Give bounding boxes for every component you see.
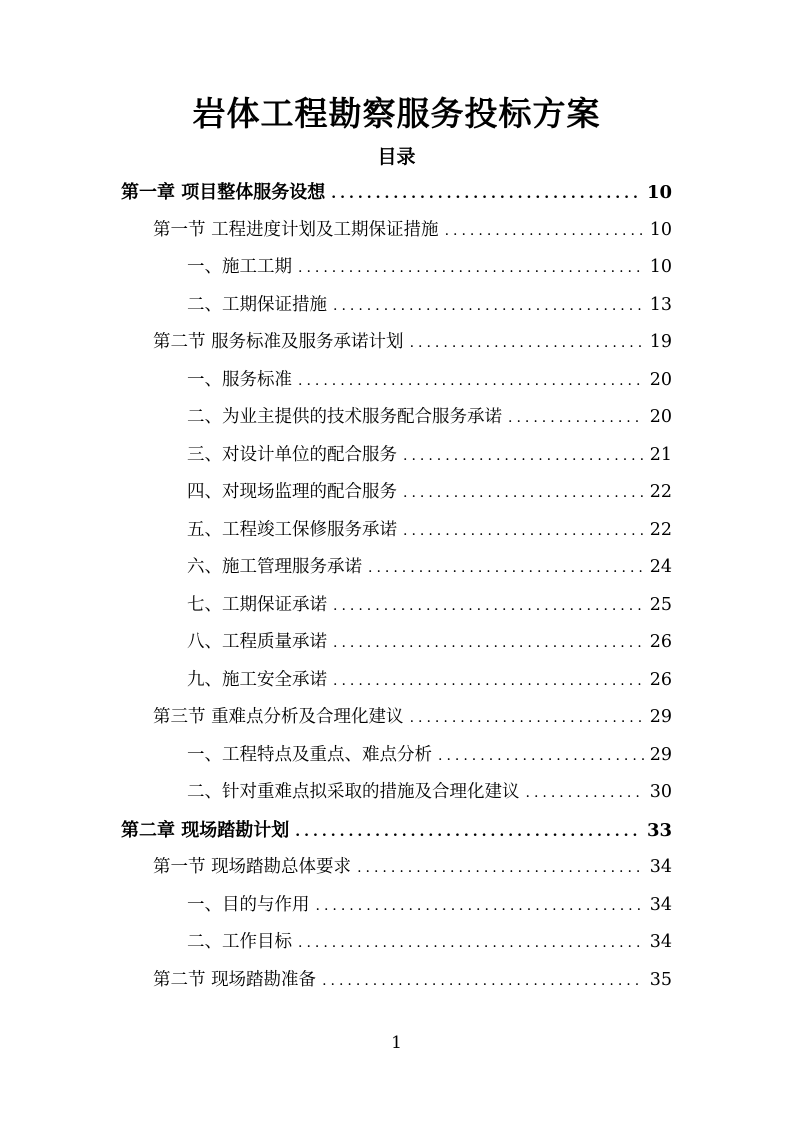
toc-dot-leader: [438, 738, 644, 776]
toc-entry-page: 30: [649, 782, 672, 802]
toc-entry-title: 二、工期保证措施: [187, 294, 327, 315]
toc-entry[interactable]: [0, 662, 793, 700]
toc-dot-leader: [410, 700, 644, 738]
toc-dot-leader: [526, 775, 644, 813]
toc-entry[interactable]: [0, 362, 793, 400]
toc-entry-title: 七、工期保证承诺: [187, 594, 327, 615]
toc-entry[interactable]: [0, 962, 793, 1000]
toc-entry-page: 10: [646, 182, 672, 203]
toc-entry-page: 24: [649, 557, 672, 577]
toc-entry-title: 一、施工工期: [187, 257, 292, 277]
toc-entry-title: 八、工程质量承诺: [187, 632, 327, 652]
toc-entry[interactable]: [0, 287, 793, 325]
toc-entry[interactable]: [0, 549, 793, 587]
toc-entry[interactable]: [0, 474, 793, 512]
toc-dot-leader: [410, 325, 644, 363]
toc-entry-page: 34: [649, 932, 672, 952]
toc-entry[interactable]: [0, 924, 793, 962]
toc-dot-leader: [403, 513, 644, 551]
toc-entry[interactable]: [0, 774, 793, 812]
toc-entry-page: 26: [649, 669, 672, 690]
toc-entry-page: 22: [649, 482, 672, 502]
toc-entry-title: 第二节 服务标准及服务承诺计划: [153, 332, 404, 352]
toc-entry-title: 六、施工管理服务承诺: [187, 557, 362, 577]
toc-heading: 目录: [377, 146, 416, 168]
toc-entry[interactable]: [0, 849, 793, 887]
toc-entry-title: 五、工程竣工保修服务承诺: [187, 519, 397, 540]
toc-entry[interactable]: [0, 437, 793, 475]
toc-entry-page: 34: [649, 857, 672, 877]
toc-entry-title: 第一节 工程进度计划及工期保证措施: [153, 219, 439, 240]
toc-entry-page: 26: [649, 632, 672, 652]
toc-entry-title: 一、工程特点及重点、难点分析: [187, 744, 432, 765]
toc-entry[interactable]: [0, 512, 793, 550]
toc-entry-page: 10: [649, 219, 672, 240]
toc-dot-leader: [298, 363, 644, 401]
toc-entry-page: 29: [649, 744, 672, 765]
toc-dot-leader: [331, 176, 641, 214]
toc-entry-page: 29: [649, 707, 672, 727]
toc-entry[interactable]: [0, 399, 793, 437]
toc-entry-title: 第二章 现场踏勘计划: [121, 819, 290, 841]
toc-entry[interactable]: [0, 587, 793, 625]
toc-entry-page: 10: [649, 257, 672, 277]
toc-entry-page: 20: [649, 407, 672, 427]
table-of-contents: [0, 174, 793, 999]
toc-entry[interactable]: [0, 324, 793, 362]
page-number: 1: [391, 1033, 402, 1053]
toc-entry[interactable]: [0, 174, 793, 212]
toc-dot-leader: [298, 925, 644, 963]
toc-entry-title: 第一节 现场踏勘总体要求: [153, 857, 352, 877]
toc-entry[interactable]: [0, 624, 793, 662]
toc-entry[interactable]: [0, 887, 793, 925]
toc-entry-title: 二、工作目标: [187, 932, 292, 952]
toc-entry-page: 22: [649, 519, 672, 540]
toc-dot-leader: [322, 963, 644, 1001]
toc-entry-title: 一、服务标准: [187, 369, 292, 390]
toc-dot-leader: [403, 438, 644, 476]
toc-entry-page: 21: [649, 444, 672, 465]
toc-entry-title: 第三节 重难点分析及合理化建议: [153, 707, 404, 727]
toc-entry[interactable]: [0, 699, 793, 737]
toc-entry[interactable]: [0, 737, 793, 775]
toc-entry-page: 34: [649, 894, 672, 915]
toc-dot-leader: [333, 663, 644, 701]
toc-entry-page: 25: [649, 594, 672, 615]
toc-entry-title: 二、针对重难点拟采取的措施及合理化建议: [187, 782, 520, 802]
toc-dot-leader: [316, 888, 644, 926]
toc-dot-leader: [298, 250, 644, 288]
toc-entry[interactable]: [0, 212, 793, 250]
toc-entry-title: 三、对设计单位的配合服务: [187, 444, 397, 465]
toc-entry-title: 九、施工安全承诺: [187, 669, 327, 690]
document-title: 岩体工程勘察服务投标方案: [192, 94, 601, 133]
toc-dot-leader: [403, 475, 644, 513]
toc-entry-page: 35: [649, 969, 672, 990]
toc-dot-leader: [333, 625, 644, 663]
toc-entry-page: 20: [649, 369, 672, 390]
toc-entry-title: 二、为业主提供的技术服务配合服务承诺: [187, 407, 502, 427]
toc-dot-leader: [368, 550, 644, 588]
toc-entry[interactable]: [0, 812, 793, 850]
toc-entry-title: 四、对现场监理的配合服务: [187, 482, 397, 502]
toc-dot-leader: [357, 850, 644, 888]
toc-entry[interactable]: [0, 249, 793, 287]
toc-dot-leader: [508, 400, 644, 438]
toc-entry-title: 第一章 项目整体服务设想: [121, 182, 326, 203]
toc-dot-leader: [295, 814, 641, 852]
toc-entry-page: 19: [649, 332, 672, 352]
toc-dot-leader: [333, 288, 644, 326]
toc-dot-leader: [333, 588, 644, 626]
toc-entry-title: 第二节 现场踏勘准备: [153, 969, 317, 990]
toc-entry-title: 一、目的与作用: [187, 894, 310, 915]
toc-dot-leader: [445, 213, 644, 251]
toc-entry-page: 13: [649, 294, 672, 315]
toc-entry-page: 33: [646, 819, 672, 841]
